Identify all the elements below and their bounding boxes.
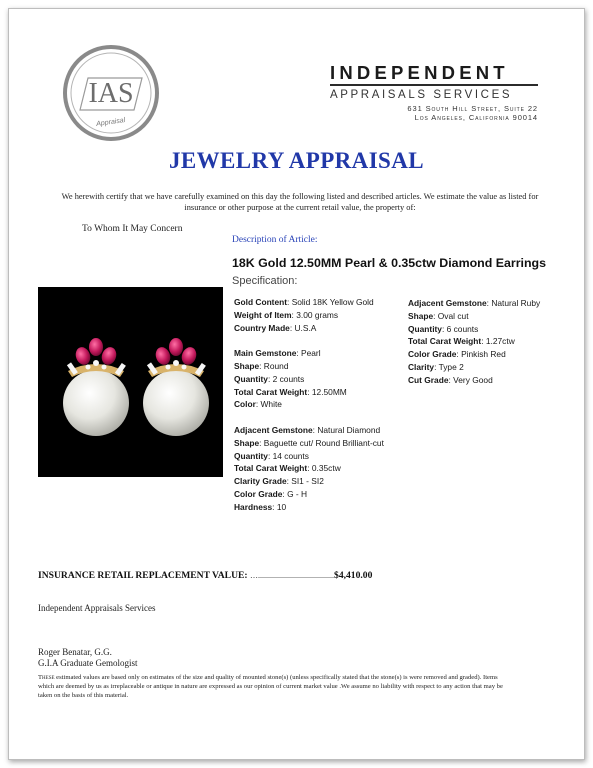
spec-row: Quantity: 6 counts (408, 323, 479, 334)
document-title: JEWELRY APPRAISAL (169, 148, 424, 173)
recipient: To Whom It May Concern (82, 224, 183, 234)
company-name: INDEPENDENT (330, 62, 509, 83)
spec-row: Hardness: 10 (234, 501, 287, 512)
footer-company: Independent Appraisals Services (38, 603, 156, 613)
signer-name: Roger Benatar, G.G. (38, 647, 112, 657)
ias-logo (62, 44, 160, 142)
spec-row: Color: White (234, 399, 282, 410)
specs-right-column (408, 297, 540, 387)
spec-row: Color Grade: Pinkish Red (408, 349, 506, 360)
signer-title: G.I.A Graduate Gemologist (38, 658, 138, 668)
spec-row: Quantity: 2 counts (234, 373, 305, 384)
logo-ring-text: Appraisal (95, 117, 126, 129)
description-label: Description of Article: (232, 235, 318, 245)
earrings-photo (38, 287, 223, 477)
spec-row: Total Carat Weight: 0.35ctw (234, 463, 341, 474)
spec-row: Shape: Baguette cut/ Round Brilliant-cut (234, 437, 384, 448)
item-title: 18K Gold 12.50MM Pearl & 0.35ctw Diamond Earrings (232, 256, 547, 270)
insurance-value: $4,410.00 (334, 570, 373, 581)
insurance-value-line (38, 570, 372, 581)
spec-row: Clarity Grade: SI1 - SI2 (234, 476, 324, 487)
spec-row: Weight of Item: 3.00 grams (234, 309, 339, 320)
spec-row: Shape: Oval cut (408, 310, 469, 321)
specification-label: Specification: (232, 275, 298, 287)
insurance-label: INSURANCE RETAIL REPLACEMENT VALUE: (38, 570, 248, 581)
insurance-dots: …...................................... (250, 571, 335, 580)
spec-row: Shape: Round (234, 360, 289, 371)
disclaimer-text: estimated values are based only on estimates of the size and quality of mounted stone(s) (unless specifically stated that the stone(s) is were removed and graded). Items which are deemed by us as irreplaceable or antique in nature are expressed as our opinion of current market value .We assume no liability with respect to any action that may be taken on the basis of this material. (38, 674, 503, 699)
company-subtitle: APPRAISALS SERVICES (330, 89, 513, 101)
spec-row: Adjacent Gemstone: Natural Ruby (408, 298, 541, 308)
address-line-1: 631 South Hill Street, Suite 22 (407, 104, 538, 113)
spec-row: Country Made: U.S.A (234, 322, 317, 333)
left-earring (63, 338, 129, 436)
header-rule (330, 84, 538, 86)
disclaimer (38, 673, 508, 700)
spec-row: Cut Grade: Very Good (408, 374, 493, 385)
logo-letters: IAS (88, 78, 134, 109)
right-earring (143, 338, 209, 436)
spec-row: Clarity: Type 2 (408, 361, 464, 372)
spec-row: Color Grade: G - H (234, 488, 308, 499)
signer-block (38, 647, 137, 669)
address-line-2: Los Angeles, California 90014 (414, 113, 538, 122)
spec-row: Gold Content: Solid 18K Yellow Gold (234, 297, 374, 307)
spec-row: Total Carat Weight: 1.27ctw (408, 336, 515, 347)
spec-row: Main Gemstone: Pearl (234, 348, 321, 359)
spec-row: Total Carat Weight: 12.50MM (234, 386, 347, 397)
spec-row: Adjacent Gemstone: Natural Diamond (234, 424, 381, 435)
specs-left-column (234, 296, 384, 514)
disclaimer-first-word: These (38, 674, 55, 681)
spec-row: Quantity: 14 counts (234, 450, 309, 461)
intro-paragraph: We herewith certify that we have carefully examined on this day the following listed and described articles. We estimate the value as listed for insurance or other purpose at the current retail value, the property of: (61, 192, 539, 212)
